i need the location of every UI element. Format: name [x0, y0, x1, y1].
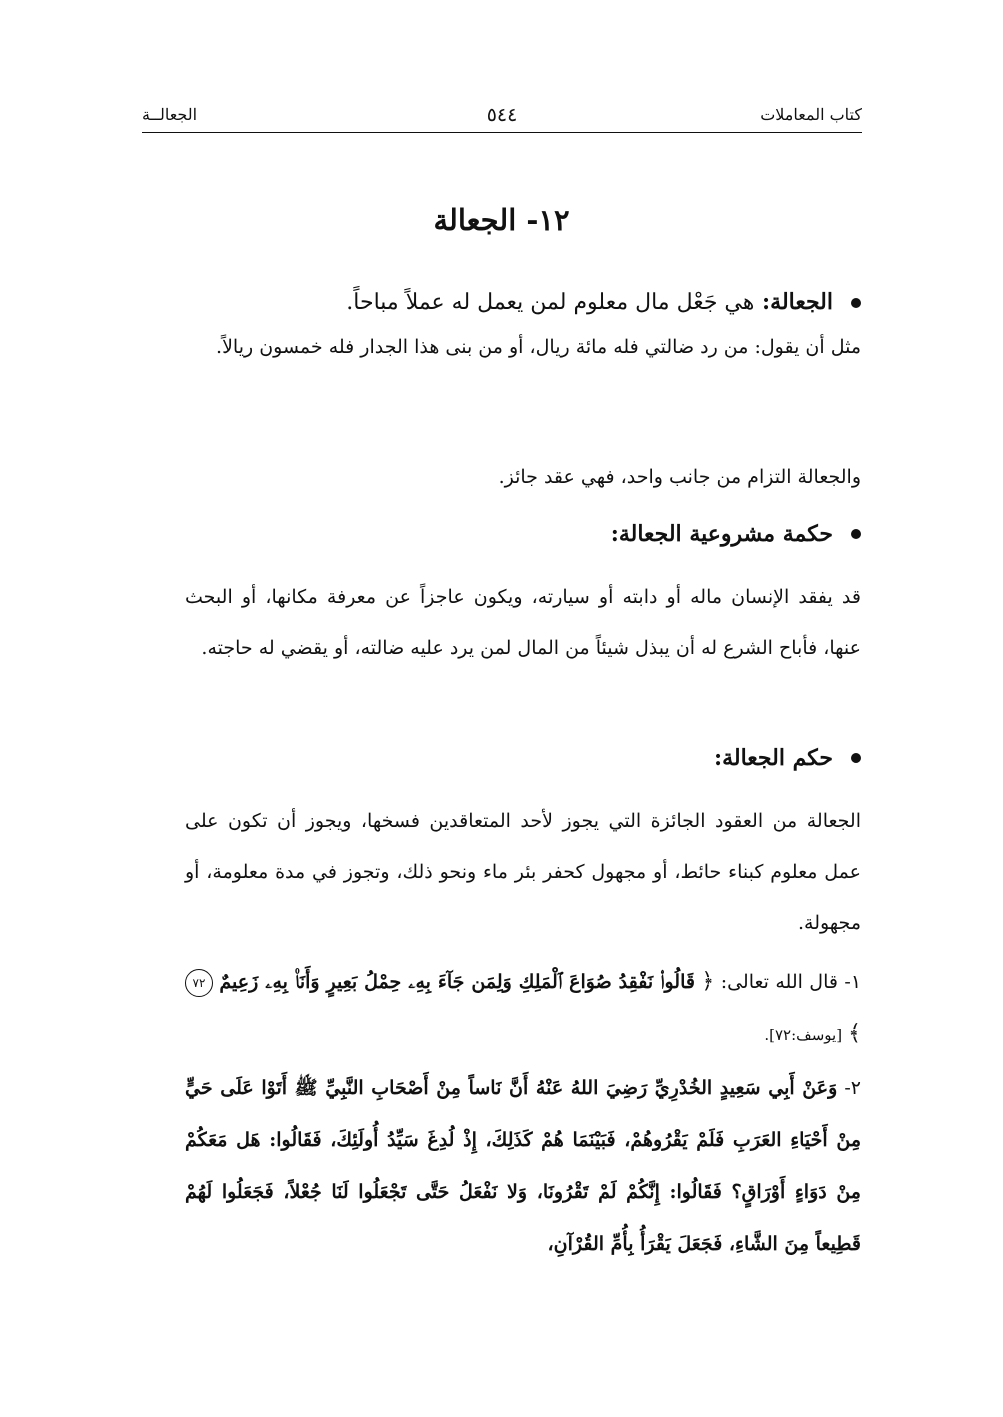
bullet-dot-icon — [851, 529, 861, 539]
book-title: كتاب المعاملات — [760, 105, 862, 124]
ruling-text: الجعالة من العقود الجائزة التي يجوز لأحد المتعاقدين فسخها، ويجوز أن تكون على عمل معلوم كبناء حائط، أو مجهول كحفر بئر ماء ونحو ذلك، وتجوز في مدة معلومة، أو مجهولة. — [185, 810, 861, 934]
quran-close-bracket: ﴾ — [848, 1021, 861, 1046]
ruling-bullet — [141, 742, 861, 774]
evidence-intro: قال الله تعالى: — [720, 971, 838, 993]
wisdom-bullet — [141, 518, 861, 550]
definition-nature: والجعالة التزام من جانب واحد، فهي عقد جائز. — [498, 466, 861, 488]
quran-verse: قَالُوا۟ نَفْقِدُ صُوَاعَ ٱلْمَلِكِ وَلِمَن جَآءَ بِهِۦ حِمْلُ بَعِيرٍ وَأَنَا۠ بِهِۦ زَعِيمٌ — [219, 971, 695, 993]
bullet-dot-icon — [851, 298, 861, 308]
ayah-number-marker: ٧٢ — [185, 969, 213, 997]
evidence-item-2 — [185, 1062, 861, 1270]
bullet-dot-icon — [851, 753, 861, 763]
definition-term: الجعالة: — [762, 289, 833, 315]
chapter-heading: ١٢- الجعالة — [433, 203, 570, 237]
quran-open-bracket: ﴿ — [701, 969, 715, 994]
running-chapter-title: الجعالــة — [142, 105, 198, 124]
page-number: ٥٤٤ — [486, 104, 518, 126]
definition-bullet — [141, 286, 861, 319]
verse-reference: [يوسف:٧٢]. — [764, 1026, 843, 1044]
evidence-number: ١- — [844, 971, 862, 993]
wisdom-text: قد يفقد الإنسان ماله أو دابته أو سيارته، ويكون عاجزاً عن معرفة مكانها، أو البحث عنها، فأباح الشرع له أن يبذل شيئاً من المال لمن يرد عليه ضالته، أو يقضي له حاجته. — [185, 586, 861, 659]
evidence-number: ٢- — [844, 1077, 861, 1099]
wisdom-heading: حكمة مشروعية الجعالة: — [610, 521, 833, 547]
running-header — [142, 100, 862, 133]
hadith-text: وَعَنْ أَبِي سَعِيدٍ الخُدْرِيِّ رَضِيَ اللهُ عَنْهُ أَنَّ نَاساً مِنْ أَصْحَابِ النَّبِيِّ ﷺ أَتَوْا عَلَى حَيٍّ مِنْ أَحْيَاءِ العَرَبِ فَلَمْ يَقْرُوهُمْ، فَبَيْنَمَا هُمْ كَذَلِكَ، إِذْ لُدِغَ سَيِّدُ أُولَئِكَ، فَقَالُوا: هَل مَعَكُمْ مِنْ دَوَاءٍ أَوْرَاقٍ؟ فَقَالُوا: إِنَّكُمْ لَمْ تَقْرُونَا، وَلا نَفْعَلُ حَتَّى تَجْعَلُوا لَنَا جُعْلاً، فَجَعَلُوا لَهُمْ قَطِيعاً مِنَ الشَّاءِ، فَجَعَلَ يَقْرَأُ بِأُمِّ القُرْآنِ، — [185, 1077, 861, 1255]
definition-text: هي جَعْل مال معلوم لمن يعمل له عملاً مباحاً. — [346, 290, 755, 315]
definition-example: مثل أن يقول: من رد ضالتي فله مائة ريال، أو من بنى هذا الجدار فله خمسون ريالاً. — [216, 336, 861, 358]
evidence-item-1 — [185, 956, 861, 1061]
definition-line — [346, 286, 833, 319]
ruling-heading: حكم الجعالة: — [713, 745, 833, 771]
